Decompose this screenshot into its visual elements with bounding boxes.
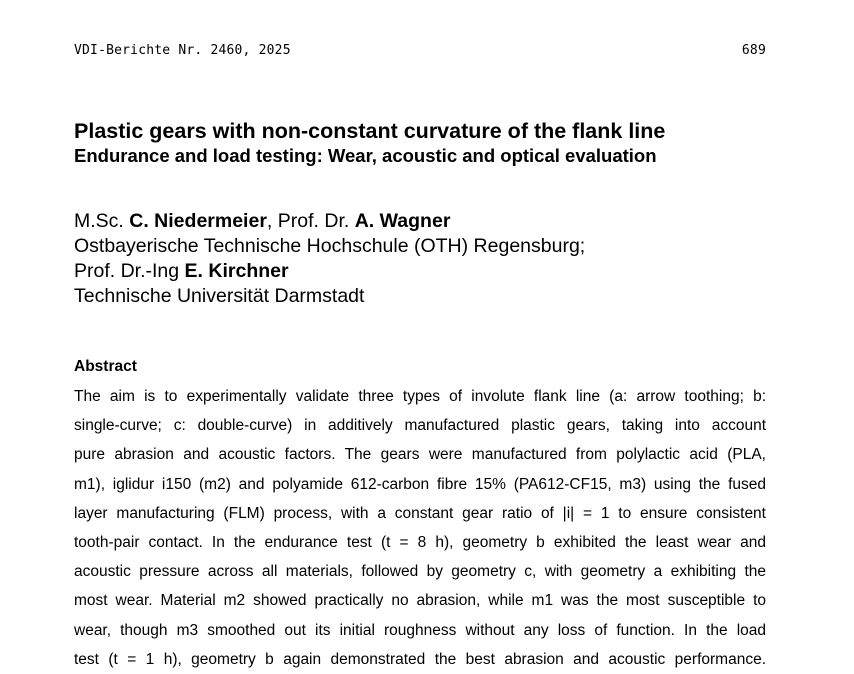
abstract-line: The aim is to experimentally validate three types of involute flank line (a: arrow toothing; b: [74, 388, 766, 405]
abstract-heading: Abstract [74, 358, 137, 375]
page-number: 689 [741, 43, 766, 58]
abstract-line: most wear. Material m2 showed practically no abrasion, while m1 was the most susceptible to [74, 592, 766, 610]
affiliation-2: Technische Universität Darmstadt [74, 285, 365, 307]
running-header [74, 43, 766, 58]
author-line-1 [74, 209, 794, 234]
author-1-title: M.Sc. [74, 210, 130, 232]
author-2-name: A. Wagner [354, 210, 451, 232]
abstract-line: acoustic pressure across all materials, followed by geometry c, with geometry a exhibiting the [74, 563, 766, 581]
author-3-title: Prof. Dr.-Ing [74, 260, 185, 282]
author-2-title: , Prof. Dr. [266, 210, 355, 232]
running-title: VDI-Berichte Nr. 2460, 2025 [74, 43, 291, 58]
paper-title: Plastic gears with non-constant curvature of the flank line [74, 119, 666, 143]
author-line-2 [74, 259, 794, 284]
author-1-name: C. Niedermeier [129, 210, 267, 232]
abstract-line: wear, though m3 smoothed out its initial roughness without any loss of function. In the load [74, 621, 766, 639]
title-block [74, 118, 794, 168]
abstract-line: single-curve; c: double-curve) in additively manufactured plastic gears, taking into account [74, 417, 766, 435]
paper-subtitle: Endurance and load testing: Wear, acoustic and optical evaluation [74, 145, 657, 166]
abstract-line: test (t = 1 h), geometry b again demonstrated the best abrasion and acoustic performance. [74, 650, 766, 668]
abstract-line: layer manufacturing (FLM) process, with a constant gear ratio of |i| = 1 to ensure consistent [74, 504, 766, 522]
abstract-line: m1), iglidur i150 (m2) and polyamide 612-carbon fibre 15% (PA612-CF15, m3) using the fused [74, 475, 766, 493]
author-block [74, 209, 794, 309]
abstract-section [74, 357, 766, 674]
abstract-line: tooth-pair contact. In the endurance test (t = 8 h), geometry b exhibited the least wear and [74, 534, 766, 552]
abstract-line: pure abrasion and acoustic factors. The gears were manufactured from polylactic acid (PLA, [74, 446, 766, 464]
abstract-body [74, 382, 766, 674]
affiliation-1: Ostbayerische Technische Hochschule (OTH) Regensburg; [74, 235, 586, 257]
author-3-name: E. Kirchner [184, 260, 289, 282]
